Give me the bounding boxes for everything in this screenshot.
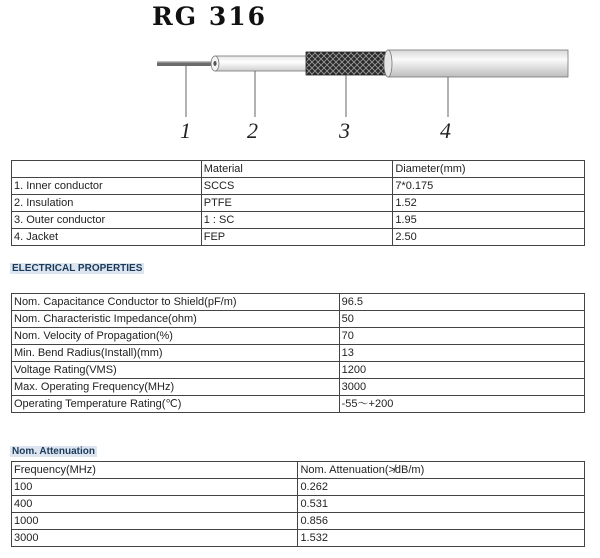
header-cell xyxy=(12,161,202,178)
property-value: -55～+200 xyxy=(339,396,584,413)
table-row xyxy=(12,530,585,547)
property-name: Nom. Velocity of Propagation(%) xyxy=(12,328,340,345)
property-name: Nom. Characteristic Impedance(ohm) xyxy=(12,311,340,328)
property-name: Voltage Rating(VMS) xyxy=(12,362,340,379)
property-name: Max. Operating Frequency(MHz) xyxy=(12,379,340,396)
table-cell: 2.50 xyxy=(393,229,585,246)
callout-outer-conductor: 3 xyxy=(339,118,350,143)
property-name: Operating Temperature Rating(℃) xyxy=(12,396,340,413)
table-row xyxy=(12,311,585,328)
table-row xyxy=(12,345,585,362)
table-cell: 4. Jacket xyxy=(12,229,202,246)
table-cell: FEP xyxy=(201,229,393,246)
header-cell: Frequency(MHz) xyxy=(12,462,298,479)
construction-table xyxy=(11,160,585,246)
header-cell: Diameter(mm) xyxy=(393,161,585,178)
table-row xyxy=(12,229,585,246)
property-value: 13 xyxy=(339,345,584,362)
table-row xyxy=(12,379,585,396)
property-value: 1200 xyxy=(339,362,584,379)
table-row xyxy=(12,294,585,311)
table-row xyxy=(12,513,585,530)
table-cell: PTFE xyxy=(201,195,393,212)
attenuation-cell: 0.531 xyxy=(298,496,585,513)
jacket xyxy=(384,50,568,77)
table-cell: 2. Insulation xyxy=(12,195,202,212)
table-row xyxy=(12,195,585,212)
attenuation-cell: 0.856 xyxy=(298,513,585,530)
table-row xyxy=(12,212,585,229)
insulation xyxy=(211,56,310,71)
cable-diagram xyxy=(0,38,600,138)
table-cell: 3. Outer conductor xyxy=(12,212,202,229)
callout-inner-conductor: 1 xyxy=(180,118,191,143)
property-name: Min. Bend Radius(Install)(mm) xyxy=(12,345,340,362)
callout-insulation: 2 xyxy=(247,118,258,143)
electrical-properties-heading: ELECTRICAL PROPERTIES xyxy=(12,263,143,274)
frequency-cell: 3000 xyxy=(12,530,298,547)
callout-jacket: 4 xyxy=(440,118,451,143)
table-cell: 1 : SC xyxy=(201,212,393,229)
table-row xyxy=(12,178,585,195)
page-title: RG 316 xyxy=(152,2,268,31)
table-header-row xyxy=(12,161,585,178)
header-cell: Material xyxy=(201,161,393,178)
table-row xyxy=(12,479,585,496)
table-cell: 1. Inner conductor xyxy=(12,178,202,195)
table-row xyxy=(12,496,585,513)
attenuation-table xyxy=(11,461,585,547)
frequency-cell: 100 xyxy=(12,479,298,496)
frequency-cell: 1000 xyxy=(12,513,298,530)
property-value: 96.5 xyxy=(339,294,584,311)
inner-conductor xyxy=(157,61,215,66)
table-row xyxy=(12,328,585,345)
table-header-row xyxy=(12,462,585,479)
attenuation-cell: 0.262 xyxy=(298,479,585,496)
header-cell: Nom. Attenuation(≯dB/m) xyxy=(298,462,585,479)
table-row xyxy=(12,396,585,413)
frequency-cell: 400 xyxy=(12,496,298,513)
table-cell: 1.52 xyxy=(393,195,585,212)
property-name: Nom. Capacitance Conductor to Shield(pF/m) xyxy=(12,294,340,311)
electrical-properties-table xyxy=(11,293,585,413)
property-value: 70 xyxy=(339,328,584,345)
table-cell: 1.95 xyxy=(393,212,585,229)
table-cell: SCCS xyxy=(201,178,393,195)
property-value: 50 xyxy=(339,311,584,328)
outer-conductor xyxy=(306,52,390,75)
attenuation-cell: 1.532 xyxy=(298,530,585,547)
attenuation-heading: Nom. Attenuation xyxy=(12,446,95,457)
table-cell: 7*0.175 xyxy=(393,178,585,195)
property-value: 3000 xyxy=(339,379,584,396)
table-row xyxy=(12,362,585,379)
